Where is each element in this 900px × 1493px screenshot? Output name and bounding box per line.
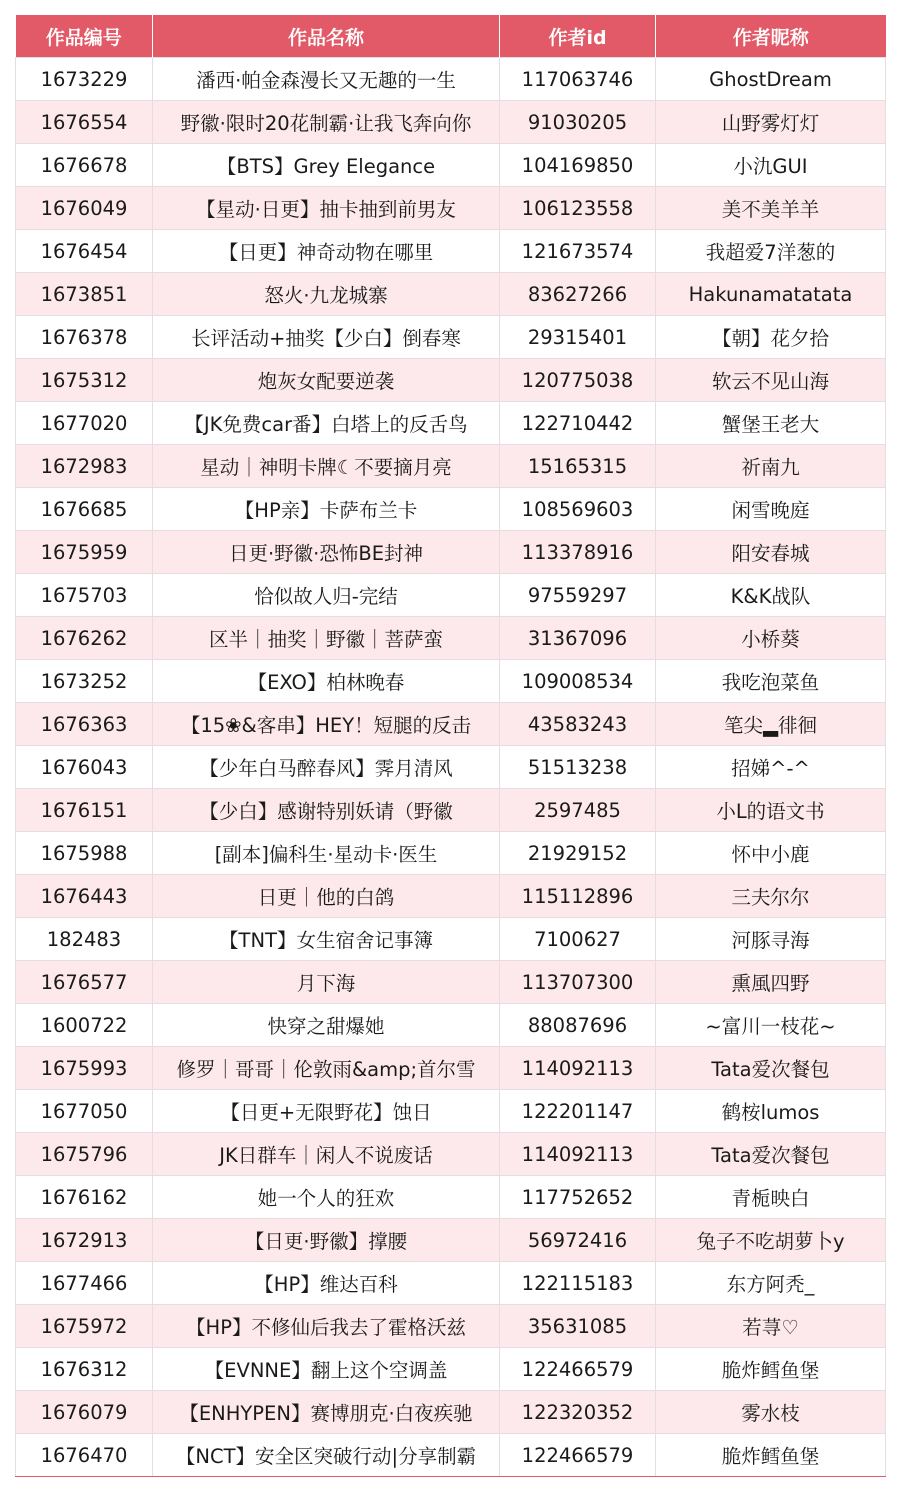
cell-author-nickname: 若荨♡ bbox=[656, 1305, 886, 1348]
cell-author-id: 122466579 bbox=[500, 1434, 656, 1477]
cell-work-id: 1676678 bbox=[16, 144, 153, 187]
cell-work-id: 1676162 bbox=[16, 1176, 153, 1219]
cell-author-id: 7100627 bbox=[500, 918, 656, 961]
cell-work-id: 1675993 bbox=[16, 1047, 153, 1090]
cell-work-id: 1676151 bbox=[16, 789, 153, 832]
cell-author-id: 29315401 bbox=[500, 316, 656, 359]
cell-work-title: 她一个人的狂欢 bbox=[153, 1176, 500, 1219]
cell-author-id: 15165315 bbox=[500, 445, 656, 488]
cell-author-id: 56972416 bbox=[500, 1219, 656, 1262]
cell-work-title: 【EXO】柏林晚春 bbox=[153, 660, 500, 703]
cell-author-nickname: 闲雪晚庭 bbox=[656, 488, 886, 531]
cell-work-id: 1677020 bbox=[16, 402, 153, 445]
cell-work-id: 1676312 bbox=[16, 1348, 153, 1391]
cell-work-title: 【日更+无限野花】蚀日 bbox=[153, 1090, 500, 1133]
cell-work-id: 182483 bbox=[16, 918, 153, 961]
cell-author-id: 120775038 bbox=[500, 359, 656, 402]
cell-author-id: 122115183 bbox=[500, 1262, 656, 1305]
cell-author-nickname: 兔子不吃胡萝卜y bbox=[656, 1219, 886, 1262]
cell-work-id: 1673851 bbox=[16, 273, 153, 316]
cell-work-id: 1676470 bbox=[16, 1434, 153, 1477]
table-row bbox=[16, 101, 886, 144]
cell-author-id: 117752652 bbox=[500, 1176, 656, 1219]
cell-author-nickname: 蟹堡王老大 bbox=[656, 402, 886, 445]
cell-author-nickname: 脆炸鳕鱼堡 bbox=[656, 1348, 886, 1391]
cell-author-nickname: GhostDream bbox=[656, 58, 886, 101]
cell-author-nickname: Tata爱次餐包 bbox=[656, 1133, 886, 1176]
cell-work-title: 月下海 bbox=[153, 961, 500, 1004]
cell-author-id: 115112896 bbox=[500, 875, 656, 918]
table-row bbox=[16, 617, 886, 660]
cell-author-nickname: 脆炸鳕鱼堡 bbox=[656, 1434, 886, 1477]
cell-author-nickname: 软云不见山海 bbox=[656, 359, 886, 402]
header-author-nickname: 作者昵称 bbox=[656, 15, 886, 58]
cell-author-id: 113707300 bbox=[500, 961, 656, 1004]
cell-author-nickname: 东方阿秃_ bbox=[656, 1262, 886, 1305]
cell-work-title: 星动｜神明卡牌☾不要摘月亮 bbox=[153, 445, 500, 488]
table-row bbox=[16, 660, 886, 703]
cell-author-id: 108569603 bbox=[500, 488, 656, 531]
cell-author-nickname: 我超爱7洋葱的 bbox=[656, 230, 886, 273]
cell-author-id: 122201147 bbox=[500, 1090, 656, 1133]
cell-work-id: 1676363 bbox=[16, 703, 153, 746]
cell-work-title: 【HP】不修仙后我去了霍格沃兹 bbox=[153, 1305, 500, 1348]
cell-work-title: 潘西·帕金森漫长又无趣的一生 bbox=[153, 58, 500, 101]
cell-author-nickname: 小L的语文书 bbox=[656, 789, 886, 832]
cell-work-id: 1675796 bbox=[16, 1133, 153, 1176]
cell-work-title: JK日群车｜闲人不说废话 bbox=[153, 1133, 500, 1176]
cell-work-title: 炮灰女配要逆袭 bbox=[153, 359, 500, 402]
cell-author-id: 122710442 bbox=[500, 402, 656, 445]
cell-work-id: 1672983 bbox=[16, 445, 153, 488]
cell-work-title: 区半｜抽奖｜野徽｜菩萨蛮 bbox=[153, 617, 500, 660]
cell-author-id: 106123558 bbox=[500, 187, 656, 230]
cell-work-title: 快穿之甜爆她 bbox=[153, 1004, 500, 1047]
cell-work-title: 【少年白马醉春风】霁月清风 bbox=[153, 746, 500, 789]
table-row bbox=[16, 1391, 886, 1434]
table-row bbox=[16, 918, 886, 961]
table-row bbox=[16, 1348, 886, 1391]
cell-work-title: 【日更】神奇动物在哪里 bbox=[153, 230, 500, 273]
header-work-title: 作品名称 bbox=[153, 15, 500, 58]
cell-author-id: 114092113 bbox=[500, 1133, 656, 1176]
cell-author-nickname: 熏風四野 bbox=[656, 961, 886, 1004]
table-row bbox=[16, 1004, 886, 1047]
cell-work-title: 【BTS】Grey Elegance bbox=[153, 144, 500, 187]
cell-work-id: 1600722 bbox=[16, 1004, 153, 1047]
cell-author-nickname: 小桥葵 bbox=[656, 617, 886, 660]
cell-author-id: 109008534 bbox=[500, 660, 656, 703]
table-header bbox=[16, 15, 886, 58]
cell-work-id: 1673229 bbox=[16, 58, 153, 101]
cell-work-id: 1676262 bbox=[16, 617, 153, 660]
cell-work-title: 【HP亲】卡萨布兰卡 bbox=[153, 488, 500, 531]
works-table-container bbox=[15, 15, 885, 1477]
cell-author-id: 2597485 bbox=[500, 789, 656, 832]
cell-work-id: 1677050 bbox=[16, 1090, 153, 1133]
table-row bbox=[16, 1176, 886, 1219]
cell-author-id: 83627266 bbox=[500, 273, 656, 316]
cell-work-title: 【TNT】女生宿舍记事簿 bbox=[153, 918, 500, 961]
cell-author-nickname: 我吃泡菜鱼 bbox=[656, 660, 886, 703]
cell-work-title: [副本]偏科生·星动卡·医生 bbox=[153, 832, 500, 875]
table-row bbox=[16, 1434, 886, 1477]
header-work-id: 作品编号 bbox=[16, 15, 153, 58]
cell-work-id: 1676443 bbox=[16, 875, 153, 918]
cell-author-nickname: 祈南九 bbox=[656, 445, 886, 488]
table-row bbox=[16, 445, 886, 488]
table-row bbox=[16, 1047, 886, 1090]
cell-work-id: 1675988 bbox=[16, 832, 153, 875]
cell-author-id: 21929152 bbox=[500, 832, 656, 875]
table-row bbox=[16, 1219, 886, 1262]
cell-author-nickname: 三夫尔尔 bbox=[656, 875, 886, 918]
header-author-id: 作者id bbox=[500, 15, 656, 58]
cell-work-id: 1675703 bbox=[16, 574, 153, 617]
table-row bbox=[16, 789, 886, 832]
cell-work-title: 修罗｜哥哥｜伦敦雨&amp;首尔雪 bbox=[153, 1047, 500, 1090]
cell-author-id: 51513238 bbox=[500, 746, 656, 789]
cell-author-id: 88087696 bbox=[500, 1004, 656, 1047]
table-row bbox=[16, 574, 886, 617]
table-row bbox=[16, 1305, 886, 1348]
cell-author-nickname: ~富川一枝花~ bbox=[656, 1004, 886, 1047]
cell-work-title: 【HP】维达百科 bbox=[153, 1262, 500, 1305]
header-row bbox=[16, 15, 886, 58]
cell-author-id: 97559297 bbox=[500, 574, 656, 617]
cell-work-id: 1676079 bbox=[16, 1391, 153, 1434]
cell-work-title: 【星动·日更】抽卡抽到前男友 bbox=[153, 187, 500, 230]
table-row bbox=[16, 58, 886, 101]
cell-author-id: 35631085 bbox=[500, 1305, 656, 1348]
cell-author-id: 43583243 bbox=[500, 703, 656, 746]
table-row bbox=[16, 875, 886, 918]
cell-work-id: 1676043 bbox=[16, 746, 153, 789]
cell-work-title: 【少白】感谢特别妖请（野徽 bbox=[153, 789, 500, 832]
cell-author-id: 31367096 bbox=[500, 617, 656, 660]
cell-author-nickname: 美不美羊羊 bbox=[656, 187, 886, 230]
cell-work-title: 【EVNNE】翻上这个空调盖 bbox=[153, 1348, 500, 1391]
cell-work-title: 长评活动+抽奖【少白】倒春寒 bbox=[153, 316, 500, 359]
table-row bbox=[16, 359, 886, 402]
cell-work-id: 1676685 bbox=[16, 488, 153, 531]
cell-author-id: 114092113 bbox=[500, 1047, 656, 1090]
cell-work-title: 怒火·九龙城寨 bbox=[153, 273, 500, 316]
cell-work-title: 日更｜他的白鸽 bbox=[153, 875, 500, 918]
cell-author-nickname: 怀中小鹿 bbox=[656, 832, 886, 875]
cell-author-nickname: 【朝】花夕拾 bbox=[656, 316, 886, 359]
cell-author-nickname: 笔尖▂徘徊 bbox=[656, 703, 886, 746]
cell-work-id: 1676454 bbox=[16, 230, 153, 273]
table-row bbox=[16, 144, 886, 187]
table-row bbox=[16, 531, 886, 574]
cell-author-nickname: 河豚寻海 bbox=[656, 918, 886, 961]
cell-work-title: 【日更·野徽】撑腰 bbox=[153, 1219, 500, 1262]
table-row bbox=[16, 230, 886, 273]
cell-work-title: 【15❀&客串】HEY！短腿的反击 bbox=[153, 703, 500, 746]
cell-author-nickname: 小氿GUI bbox=[656, 144, 886, 187]
cell-work-id: 1675312 bbox=[16, 359, 153, 402]
table-row bbox=[16, 1090, 886, 1133]
cell-author-id: 104169850 bbox=[500, 144, 656, 187]
cell-work-title: 【NCT】安全区突破行动|分享制霸 bbox=[153, 1434, 500, 1477]
cell-author-nickname: 鹤桉lumos bbox=[656, 1090, 886, 1133]
cell-work-id: 1675972 bbox=[16, 1305, 153, 1348]
cell-work-id: 1676378 bbox=[16, 316, 153, 359]
cell-author-id: 91030205 bbox=[500, 101, 656, 144]
cell-author-nickname: Hakunamatatata bbox=[656, 273, 886, 316]
cell-author-id: 121673574 bbox=[500, 230, 656, 273]
works-table bbox=[15, 15, 886, 1477]
table-row bbox=[16, 1262, 886, 1305]
cell-author-id: 113378916 bbox=[500, 531, 656, 574]
cell-work-id: 1676577 bbox=[16, 961, 153, 1004]
table-row bbox=[16, 746, 886, 789]
cell-author-nickname: Tata爱次餐包 bbox=[656, 1047, 886, 1090]
cell-author-nickname: 青栀映白 bbox=[656, 1176, 886, 1219]
table-row bbox=[16, 316, 886, 359]
table-row bbox=[16, 961, 886, 1004]
cell-work-id: 1677466 bbox=[16, 1262, 153, 1305]
cell-work-id: 1675959 bbox=[16, 531, 153, 574]
cell-work-title: 日更·野徽·恐怖BE封神 bbox=[153, 531, 500, 574]
cell-work-id: 1672913 bbox=[16, 1219, 153, 1262]
cell-author-id: 122320352 bbox=[500, 1391, 656, 1434]
cell-author-nickname: 阳安春城 bbox=[656, 531, 886, 574]
cell-author-id: 117063746 bbox=[500, 58, 656, 101]
cell-work-title: 恰似故人归-完结 bbox=[153, 574, 500, 617]
cell-work-id: 1676554 bbox=[16, 101, 153, 144]
cell-work-id: 1673252 bbox=[16, 660, 153, 703]
table-row bbox=[16, 402, 886, 445]
table-row bbox=[16, 273, 886, 316]
cell-work-title: 【ENHYPEN】赛博朋克·白夜疾驰 bbox=[153, 1391, 500, 1434]
table-row bbox=[16, 1133, 886, 1176]
table-row bbox=[16, 703, 886, 746]
cell-work-title: 野徽·限时20花制霸·让我飞奔向你 bbox=[153, 101, 500, 144]
cell-author-nickname: 雾水枝 bbox=[656, 1391, 886, 1434]
table-body bbox=[16, 58, 886, 1477]
cell-author-nickname: 招娣^-^ bbox=[656, 746, 886, 789]
cell-work-title: 【JK免费car番】白塔上的反舌鸟 bbox=[153, 402, 500, 445]
cell-work-id: 1676049 bbox=[16, 187, 153, 230]
cell-author-nickname: K&K战队 bbox=[656, 574, 886, 617]
table-row bbox=[16, 832, 886, 875]
table-row bbox=[16, 488, 886, 531]
cell-author-id: 122466579 bbox=[500, 1348, 656, 1391]
table-row bbox=[16, 187, 886, 230]
cell-author-nickname: 山野雾灯灯 bbox=[656, 101, 886, 144]
